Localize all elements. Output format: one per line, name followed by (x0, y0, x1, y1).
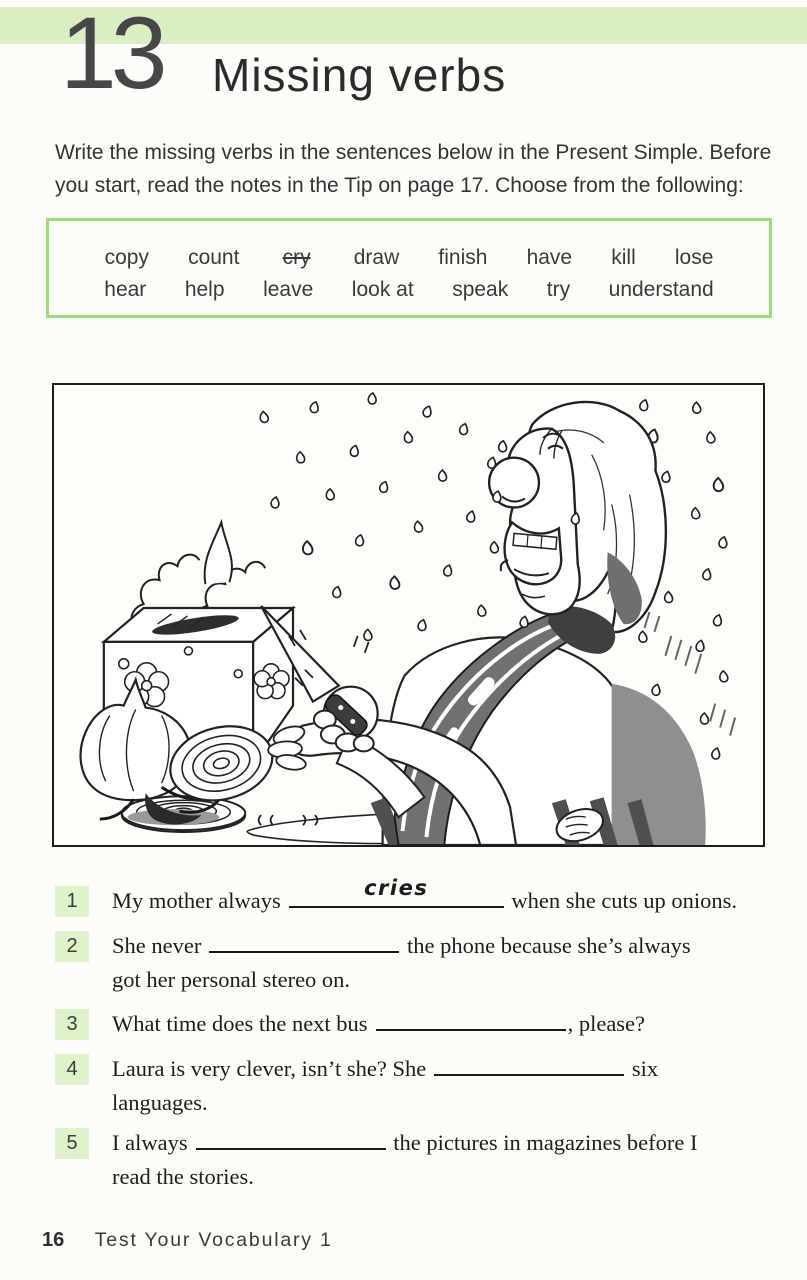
word-bank-item: help (184, 278, 225, 301)
question-text (112, 929, 792, 997)
word-bank-item: draw (353, 246, 400, 269)
question-item (55, 1007, 780, 1041)
question-pre: My mother always (112, 888, 281, 913)
instructions (55, 136, 775, 202)
word-bank-item: leave (263, 278, 314, 301)
lesson-number: 13 (60, 0, 162, 110)
question-pre: I always (112, 1130, 188, 1155)
question-post: when she cuts up onions. (505, 888, 737, 913)
word-bank-item: understand (608, 278, 714, 301)
word-bank-item: try (546, 278, 571, 301)
question-text (112, 876, 792, 918)
cartoon-svg (54, 385, 763, 845)
question-line2: languages. (112, 1090, 208, 1115)
answer-blank[interactable] (196, 1145, 386, 1150)
question-number-badge: 4 (55, 1054, 89, 1085)
question-line2: got her personal stereo on. (112, 967, 351, 992)
question-pre: Laura is very clever, isn’t she? She (112, 1056, 427, 1081)
answer-blank[interactable] (434, 1071, 624, 1076)
word-bank-item: have (526, 246, 573, 269)
tissue-splash (205, 522, 232, 584)
question-text (112, 1126, 792, 1194)
question-list (55, 876, 780, 1194)
question-pre: She never (112, 933, 202, 958)
page-title: Missing verbs (212, 49, 507, 101)
word-bank-item: kill (611, 246, 636, 269)
question-text (112, 1052, 792, 1120)
answer-blank[interactable] (209, 948, 399, 953)
question-item (55, 1052, 780, 1120)
question-post: the pictures in magazines before I (387, 1130, 698, 1155)
handwritten-answer: cries (364, 876, 429, 900)
question-line2: read the stories. (112, 1164, 254, 1189)
question-pre: What time does the next bus (112, 1011, 368, 1036)
question-number-badge: 2 (55, 931, 89, 962)
question-item (55, 929, 780, 997)
face (489, 429, 580, 615)
word-bank-item: speak (452, 278, 509, 301)
page-number: 16 (42, 1229, 65, 1251)
word-bank-item: hear (104, 278, 147, 301)
question-text (112, 1007, 792, 1041)
page-footer (42, 1229, 333, 1252)
question-number-badge: 1 (55, 886, 89, 917)
instructions-line-2: you start, read the notes in the Tip on page 17. Choose from the following: (55, 174, 744, 197)
book-title: Test Your Vocabulary 1 (94, 1229, 333, 1251)
word-bank-row-2 (49, 274, 769, 306)
word-bank-item: finish (438, 246, 488, 269)
word-bank-item: lose (674, 246, 714, 269)
question-number-badge: 5 (55, 1128, 89, 1159)
question-number-badge: 3 (55, 1009, 89, 1040)
word-bank-item: count (188, 246, 240, 269)
question-post: six (626, 1056, 659, 1081)
question-post: the phone because she’s always (401, 933, 691, 958)
answer-blank[interactable] (376, 1026, 566, 1031)
illustration-crying-onion-cutter (52, 383, 765, 847)
word-bank-item: copy (104, 246, 149, 269)
question-item (55, 1126, 780, 1194)
instructions-line-1: Write the missing verbs in the sentences below in the Present Simple. Before (55, 141, 772, 164)
answer-blank[interactable] (289, 876, 504, 908)
question-post: , please? (567, 1011, 646, 1036)
question-item (55, 876, 780, 918)
word-bank-item-struck: cry (282, 246, 311, 269)
body-shadow (612, 684, 706, 845)
word-bank-row-1 (49, 242, 769, 274)
word-bank-item: look at (351, 278, 414, 301)
word-bank (46, 218, 772, 318)
